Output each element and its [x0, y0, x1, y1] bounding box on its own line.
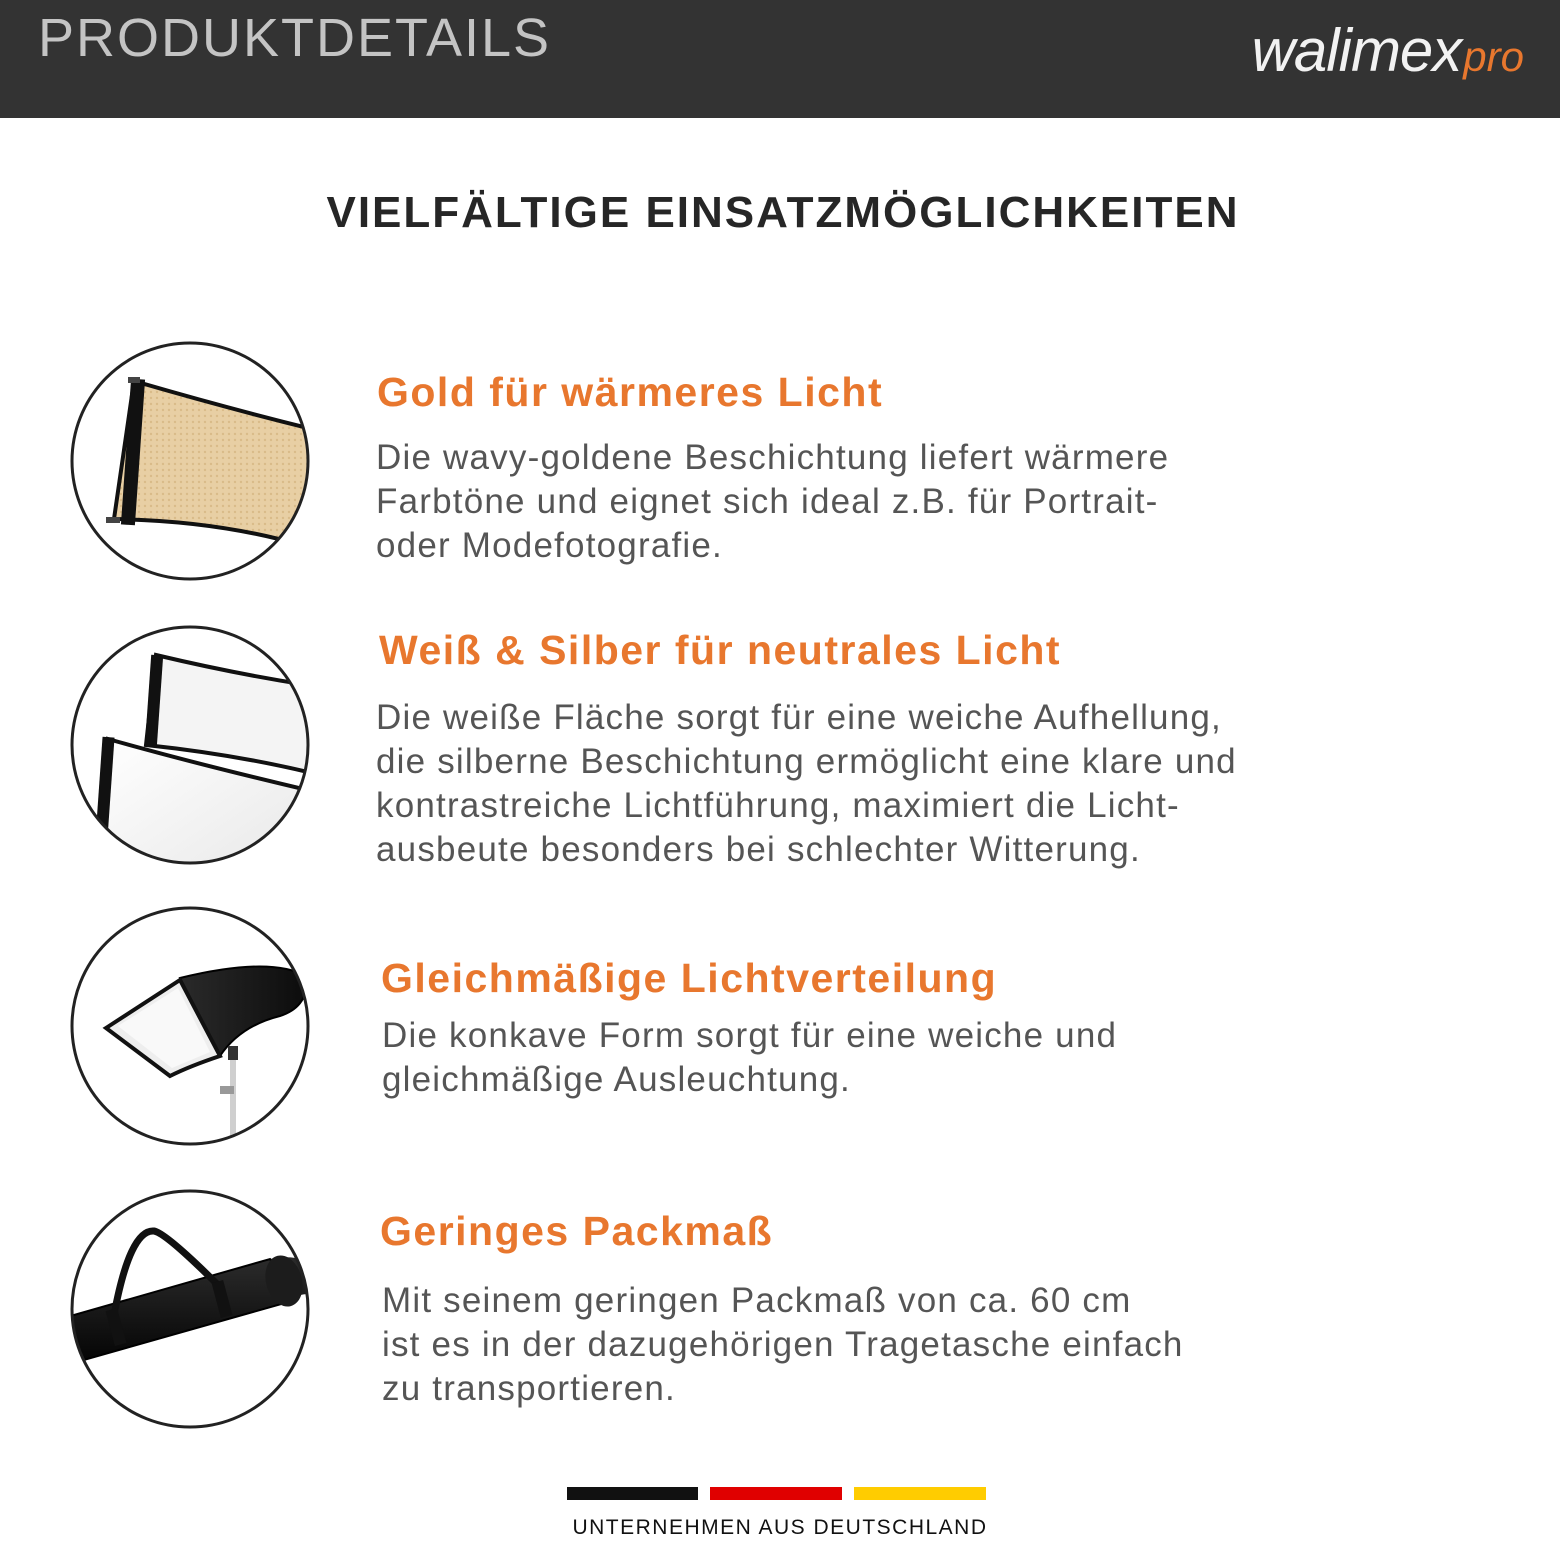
footer-company-origin: UNTERNEHMEN AUS DEUTSCHLAND: [572, 1516, 988, 1539]
feature-text-line: ist es in der dazugehörigen Tragetasche einfach: [382, 1325, 1184, 1364]
feature-text-gold: [376, 436, 1169, 568]
feature-title-white-silver: Weiß & Silber für neutrales Licht: [379, 627, 1062, 673]
flag-stripe-gold: [854, 1487, 986, 1500]
feature-text-white-silver: [376, 696, 1237, 872]
brand-logo-main: walimex: [1251, 17, 1462, 84]
feature-text-packsize: [382, 1279, 1184, 1411]
flag-stripe-black: [567, 1487, 698, 1500]
feature-text-line: zu transportieren.: [382, 1369, 676, 1408]
section-headline: VIELFÄLTIGE EINSATZMÖGLICHKEITEN: [326, 188, 1240, 237]
feature-text-line: die silberne Beschichtung ermöglicht eine klare und: [376, 742, 1237, 781]
brand-logo-sub: pro: [1463, 33, 1524, 80]
feature-text-line: Die weiße Fläche sorgt für eine weiche Aufhellung,: [376, 698, 1222, 737]
feature-text-line: Mit seinem geringen Packmaß von ca. 60 cm: [382, 1281, 1132, 1320]
feature-text-line: kontrastreiche Lichtführung, maximiert die Licht-: [376, 786, 1180, 825]
page-title: PRODUKTDETAILS: [38, 8, 552, 68]
white-silver-reflector-icon: [70, 625, 310, 865]
gold-reflector-icon: [70, 341, 310, 581]
feature-text-line: Die wavy-goldene Beschichtung liefert wärmere: [376, 438, 1170, 477]
feature-text-line: Farbtöne und eignet sich ideal z.B. für Portrait-: [376, 482, 1159, 521]
flag-stripe-red: [710, 1487, 842, 1500]
feature-text-line: gleichmäßige Ausleuchtung.: [382, 1060, 851, 1099]
feature-text-line: Die konkave Form sorgt für eine weiche und: [382, 1016, 1118, 1055]
concave-reflector-stand-icon: [70, 906, 310, 1146]
header-bar: [0, 0, 1560, 118]
feature-text-distribution: [382, 1014, 1117, 1102]
feature-text-line: oder Modefotografie.: [376, 526, 723, 565]
carry-bag-icon: [70, 1189, 310, 1429]
feature-title-packsize: Geringes Packmaß: [380, 1208, 774, 1254]
feature-text-line: ausbeute besonders bei schlechter Witterung.: [376, 830, 1141, 869]
feature-title-distribution: Gleichmäßige Lichtverteilung: [381, 955, 998, 1001]
brand-logo: [1252, 12, 1524, 82]
feature-title-gold: Gold für wärmeres Licht: [377, 369, 884, 415]
